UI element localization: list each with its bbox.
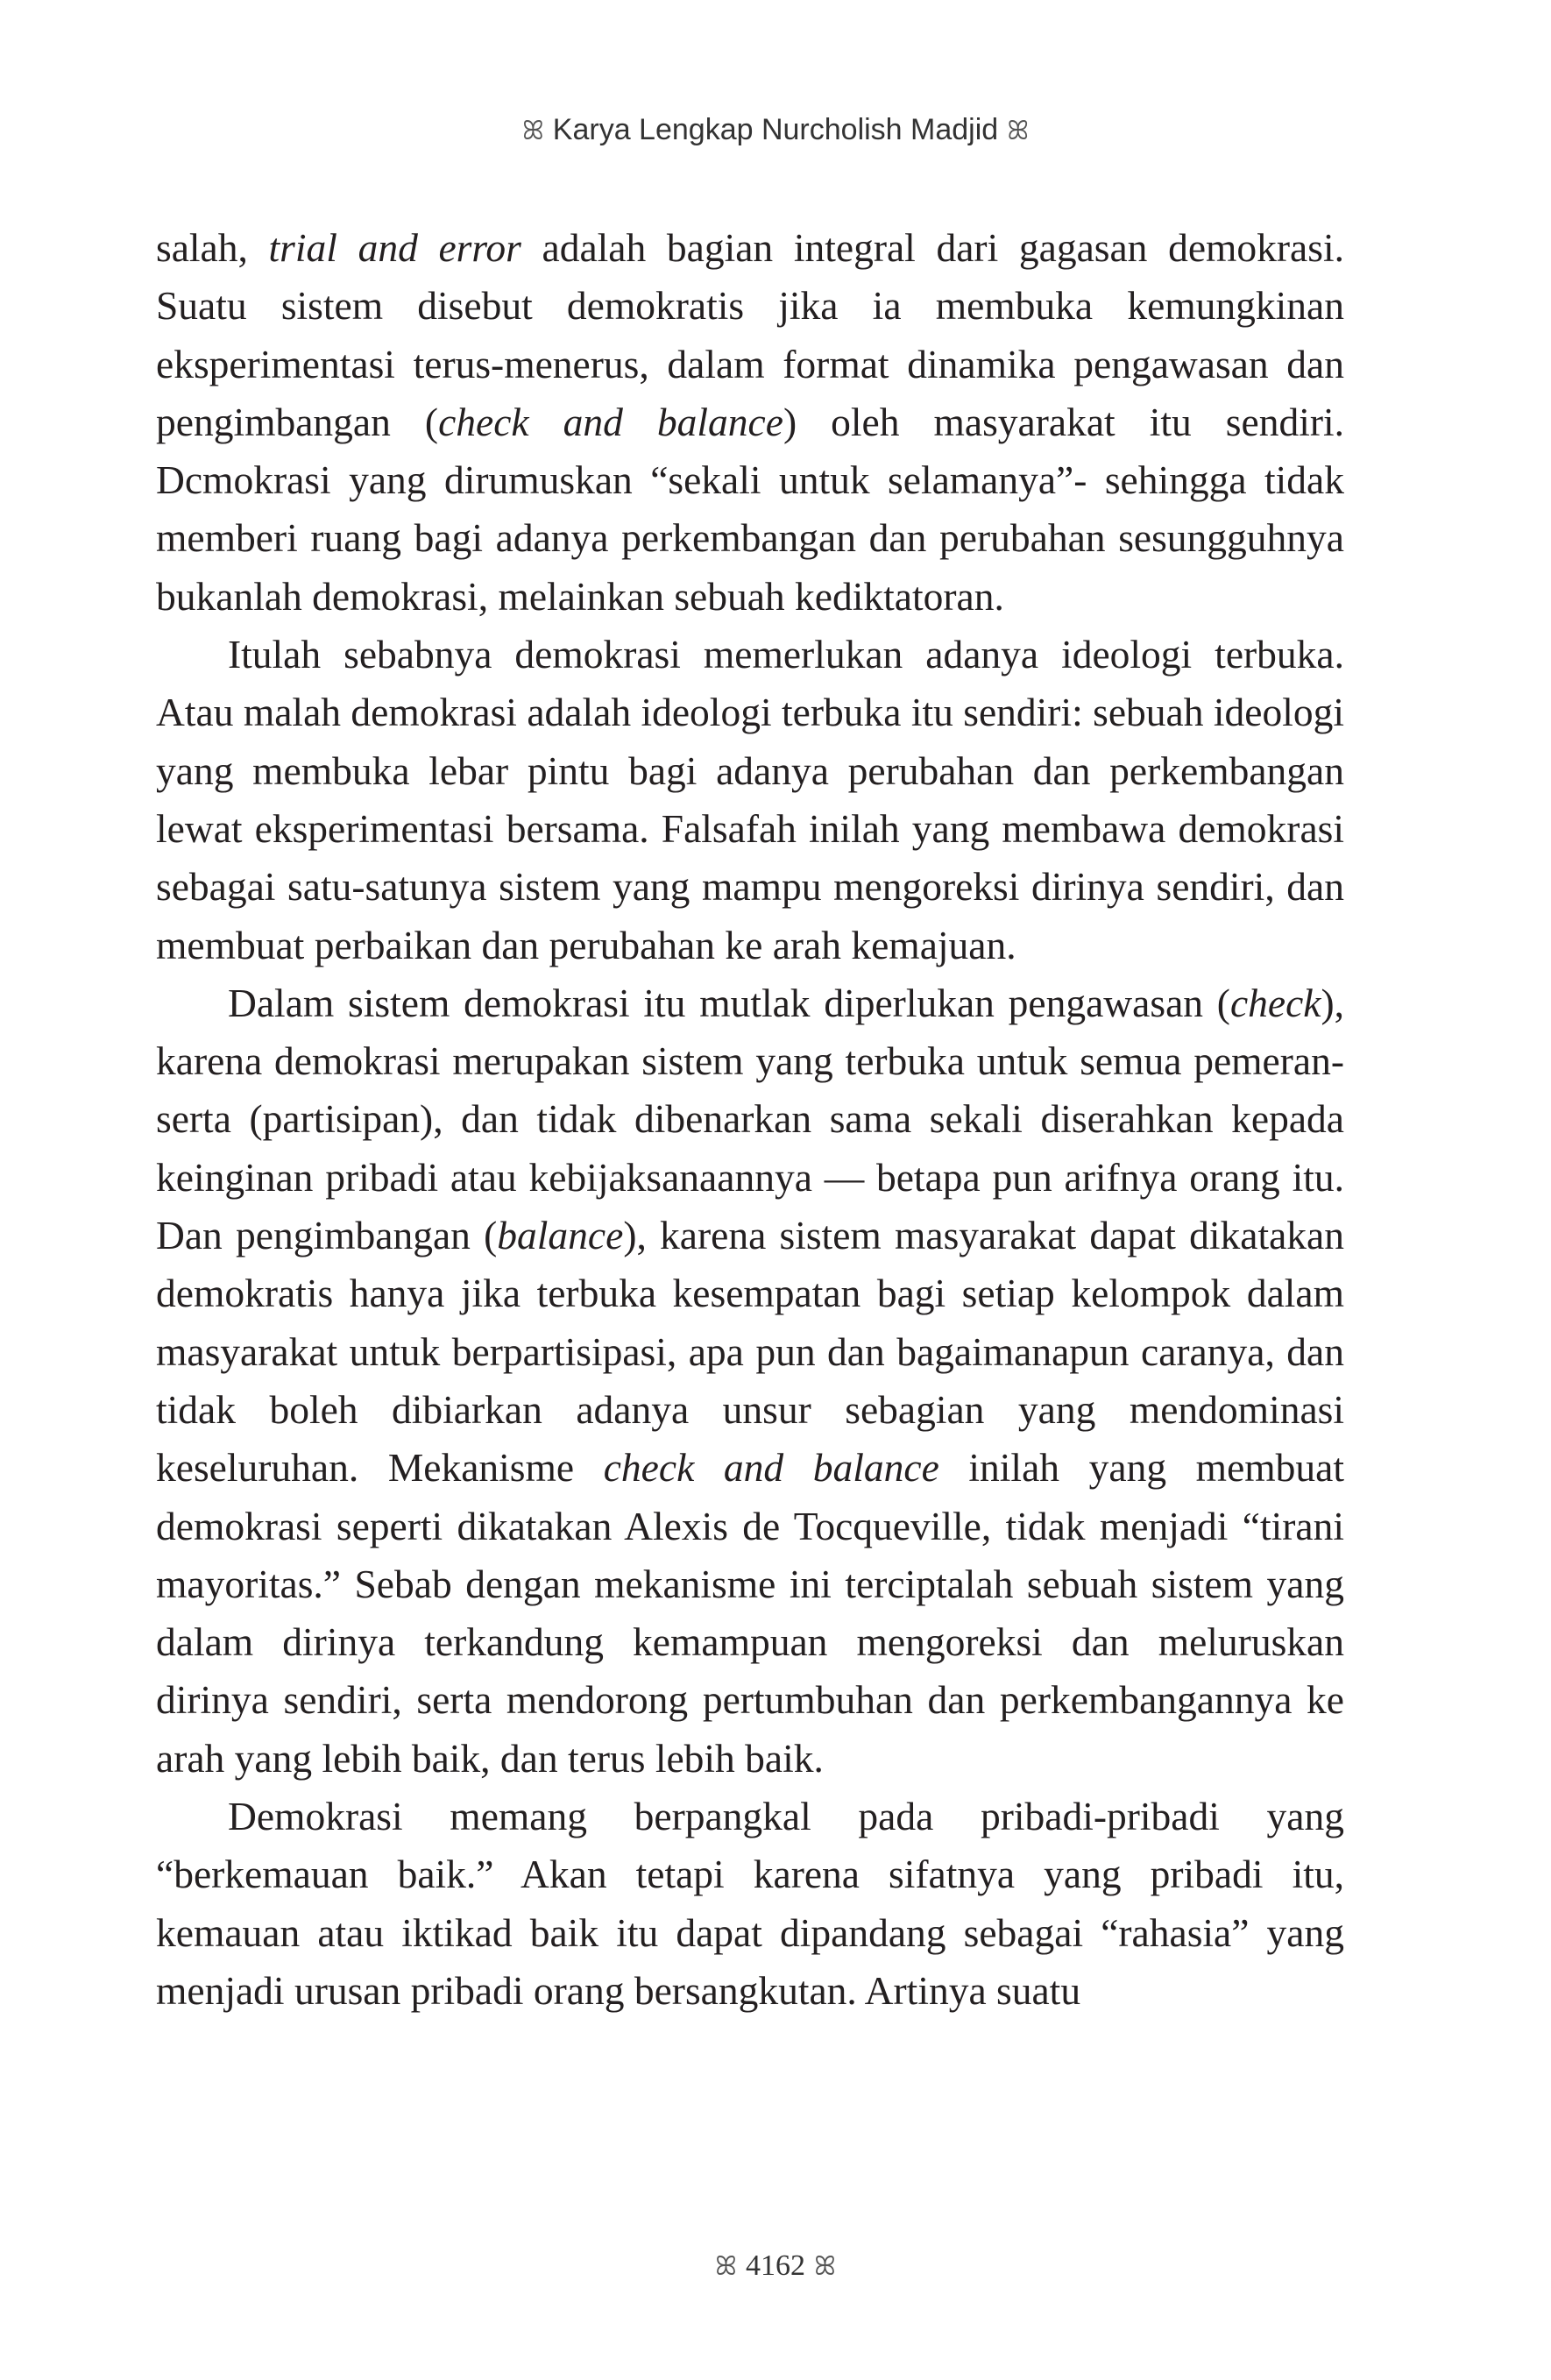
paragraph-4: Demokrasi memang berpangkal pada pribadi-pribadi yang “berkemauan baik.” Akan tetapi karena sifatnya yang pribadi itu, kemauan atau iktikad baik itu dapat dipandang sebagai “rahasia” yang menjadi urusan pribadi orang bersangkutan. Artinya suatu bbox=[156, 1794, 1344, 2013]
italic-term: check bbox=[1229, 980, 1321, 1025]
running-head bbox=[0, 112, 1551, 149]
body-text bbox=[156, 219, 1344, 2020]
italic-term: check and balance bbox=[603, 1445, 939, 1491]
ornament-right-icon: ꕤ bbox=[1007, 116, 1030, 146]
ornament-right-icon: ꕤ bbox=[814, 2251, 836, 2282]
italic-term: balance bbox=[497, 1213, 624, 1258]
page-footer bbox=[0, 2249, 1551, 2284]
paragraph-1: salah, trial and error adalah bagian integral dari gagasan demokrasi. Suatu sistem disebut demokratis jika ia membuka kemungkinan eksperimentasi terus-menerus, dalam format dinamika pengawasan dan pengimbangan (check and balance) oleh masyarakat itu sendiri. Dcmokrasi yang dirumuskan “sekali untuk selamanya”- sehingga tidak memberi ruang bagi adanya perkembangan dan perubahan sesungguhnya bukanlah demokrasi, melainkan sebuah kediktatoran. bbox=[156, 225, 1345, 619]
ornament-left-icon: ꕤ bbox=[715, 2251, 737, 2282]
italic-term: trial and error bbox=[268, 225, 521, 270]
book-title: Karya Lengkap Nurcholish Madjid bbox=[552, 113, 999, 146]
paragraph-2: Itulah sebabnya demokrasi memerlukan adanya ideologi terbuka. Atau malah demokrasi adalah ideologi terbuka itu sendiri: sebuah ideologi yang membuka lebar pintu bagi adanya perubahan dan perkembangan lewat eksperimentasi bersama. Falsafah inilah yang membawa demokrasi sebagai satu-satunya sistem yang mampu mengoreksi dirinya sendiri, dan membuat perbaikan dan perubahan ke arah kemajuan. bbox=[156, 632, 1344, 967]
ornament-left-icon: ꕤ bbox=[521, 116, 544, 146]
paragraph-3: Dalam sistem demokrasi itu mutlak diperlukan pengawasan (check), karena demokrasi merupakan sistem yang terbuka untuk semua pemeran-serta (partisipan), dan tidak dibenarkan sama sekali diserahkan kepada keinginan pribadi atau kebijaksanaannya — betapa pun arifnya orang itu. Dan pengimbangan (balance), karena sistem masyarakat dapat dikatakan demokratis hanya jika terbuka kesempatan bagi setiap kelompok dalam masyarakat untuk berpartisipasi, apa pun dan bagaimanapun caranya, dan tidak boleh dibiarkan adanya unsur sebagian yang mendominasi keseluruhan. Mekanisme check and balance inilah yang membuat demokrasi seperti dikatakan Alexis de Tocqueville, tidak menjadi “tirani mayoritas.” Sebab dengan mekanisme ini terciptalah sebuah sistem yang dalam dirinya terkandung kemampuan mengoreksi dan meluruskan dirinya sendiri, serta mendorong pertumbuhan dan perkembangannya ke arah yang lebih baik, dan terus lebih baik. bbox=[156, 980, 1345, 1781]
page-number: 4162 bbox=[746, 2249, 805, 2282]
italic-term: check and balance bbox=[438, 399, 783, 444]
